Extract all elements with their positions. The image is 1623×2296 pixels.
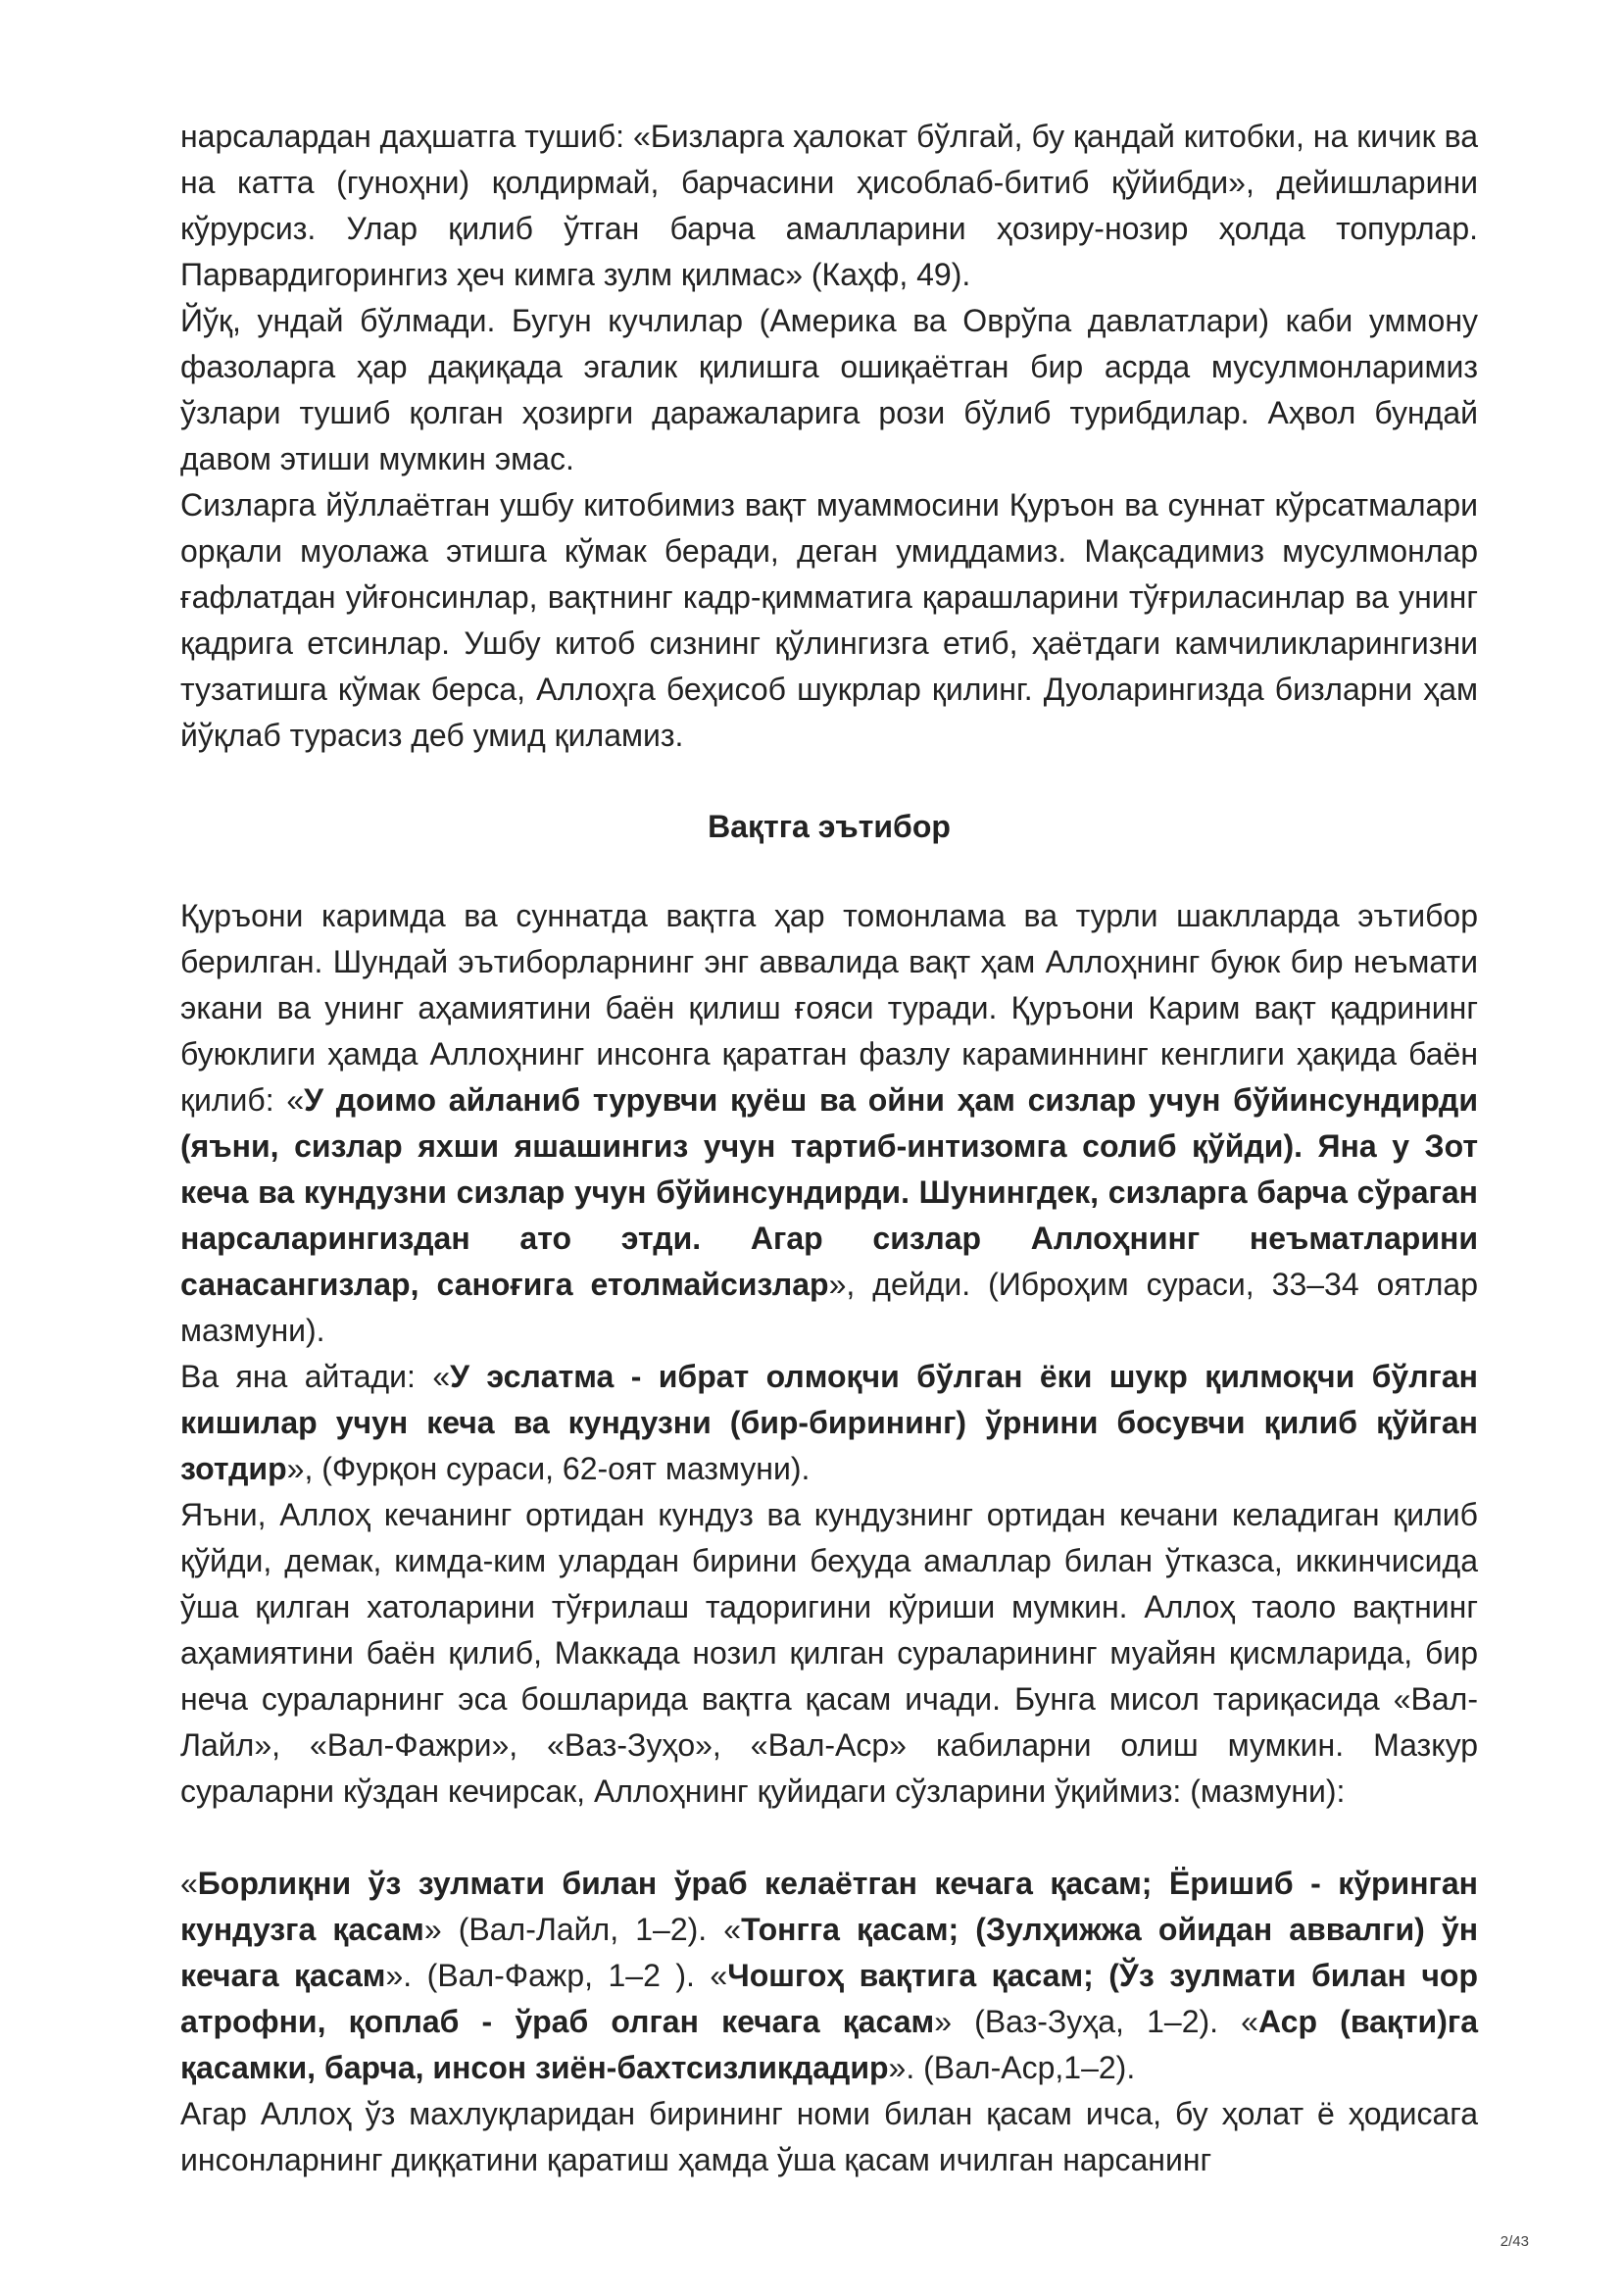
section-heading: Вақтга эътибор	[708, 809, 951, 844]
body-text: ». (Вал-Фажр, 1–2 ). «	[385, 1958, 728, 1993]
body-text: Йўқ, ундай бўлмади. Бугун кучлилар (Америка ва Оврўпа давлатлари) каби уммону фазоларга ҳар дақиқада эгалик қилишга ошиқаётган бир асрда мусулмонларимиз ўзлари тушиб қолган ҳозирги даражаларига рози бўлиб турибдилар. Аҳвол бундай давом этиши мумкин эмас.	[180, 303, 1478, 476]
paragraph-1	[180, 114, 1478, 298]
quote-text: Тонгга қасам; (Зулҳижжа ойидан аввалги) ўн кечага қасам	[180, 1912, 1479, 1993]
paragraph-7	[180, 1861, 1478, 2091]
paragraph-8	[180, 2091, 1478, 2183]
paragraph-6	[180, 1492, 1478, 1815]
quote-text: У эслатма - ибрат олмоқчи бўлган ёки шукр қилмоқчи бўлган кишилар учун кеча ва кундузни (бир-бирининг) ўрнини босувчи қилиб қўйган зотдир	[180, 1359, 1479, 1486]
body-text: Ва яна айтади: «	[180, 1359, 451, 1394]
quote-text: У доимо айланиб турувчи қуёш ва ойни ҳам сизлар учун бўйинсундирди (яъни, сизлар яхши яшашингиз учун тартиб-интизомга солиб қўйди). Яна у Зот кеча ва кундузни сизлар учун бўйинсундирди. Шунингдек, сизларга барча сўраган нарсаларингиздан ато этди. Агар сизлар Аллоҳнинг неъматларини санасангизлар, саноғига етолмайсизлар	[180, 1082, 1479, 1302]
document-page	[180, 114, 1478, 2183]
paragraph-2	[180, 298, 1478, 482]
body-text: Агар Аллоҳ ўз махлуқларидан бирининг номи билан қасам ичса, бу ҳолат ё ҳодисага инсонларнинг диққатини қаратиш ҳамда ўша қасам ичилган нарсанинг	[180, 2096, 1478, 2177]
body-text: «	[180, 1866, 198, 1901]
quote-text: Борлиқни ўз зулмати билан ўраб келаётган кечага қасам; Ёришиб - кўринган кундузга қасам	[180, 1866, 1478, 1947]
body-text: Яъни, Аллоҳ кечанинг ортидан кундуз ва кундузнинг ортидан кечани келадиган қилиб қўйди, демак, кимда-ким улардан бирини беҳуда амаллар билан ўтказса, иккинчисида ўша қилган хатоларини тўғрилаш тадоригини кўриши мумкин. Аллоҳ таоло вақтнинг аҳамиятини баён қилиб, Маккада нозил қилган сураларининг муайян қисмларида, бир неча сураларнинг эса бошларида вақтга қасам ичади. Бунга мисол тариқасида «Вал-Лайл», «Вал-Фажри», «Ваз-Зуҳо», «Вал-Аср» кабиларни олиш мумкин. Мазкур сураларни кўздан кечирсак, Аллоҳнинг қуйидаги сўзларини ўқиймиз: (мазмуни):	[180, 1497, 1478, 1809]
quote-text: Аср (вақти)га қасамки, барча, инсон зиён-бахтсизликдадир	[180, 2004, 1479, 2085]
paragraph-4	[180, 893, 1478, 1354]
body-text: Сизларга йўллаётган ушбу китобимиз вақт муаммосини Қуръон ва суннат кўрсатмалари орқали муолажа этишга кўмак беради, деган умиддамиз. Мақсадимиз мусулмонлар ғафлатдан уйғонсинлар, вақтнинг кадр-қимматига қарашларини тўғриласинлар ва унинг қадрига етсинлар. Ушбу китоб сизнинг қўлингизга етиб, ҳаётдаги камчиликларингизни тузатишга кўмак берса, Аллоҳга беҳисоб шукрлар қилинг. Дуоларингизда бизларни ҳам йўқлаб турасиз деб умид қиламиз.	[180, 487, 1478, 753]
body-text: », дейди. (Иброҳим сураси, 33–34 оятлар мазмуни).	[180, 1267, 1479, 1348]
body-text: », (Фурқон сураси, 62-оят мазмуни).	[286, 1451, 811, 1486]
paragraph-3	[180, 482, 1478, 759]
body-text: Қуръони каримда ва суннатда вақтга ҳар томонлама ва турли шаклларда эътибор берилган. Шундай эътиборларнинг энг аввалида вақт ҳам Аллоҳнинг буюк бир неъмати экани ва унинг аҳамиятини баён қилиш ғояси туради. Қуръони Карим вақт қадрининг буюклиги ҳамда Аллоҳнинг инсонга қаратган фазлу караминнинг кенглиги ҳақида баён қилиб: «	[180, 898, 1478, 1118]
body-text: ». (Вал-Аср,1–2).	[888, 2050, 1136, 2085]
body-text: нарсалардан даҳшатга тушиб: «Бизларга ҳалокат бўлгай, бу қандай китобки, на кичик ва на катта (гуноҳни) қолдирмай, барчасини ҳисоблаб-битиб қўйибди», дейишларини кўрурсиз. Улар қилиб ўтган барча амалларини ҳозиру-нозир ҳолда топурлар. Парвардигорингиз ҳеч кимга зулм қилмас» (Каҳф, 49).	[180, 119, 1478, 292]
paragraph-5	[180, 1354, 1478, 1492]
body-text: » (Ваз-Зуҳа, 1–2). «	[934, 2004, 1258, 2039]
body-text: » (Вал-Лайл, 1–2). «	[423, 1912, 742, 1947]
quote-text: Чошгоҳ вақтига қасам; (Ўз зулмати билан чор атрофни, қоплаб - ўраб олган кечага қасам	[180, 1958, 1479, 2039]
page-number: 2/43	[1500, 2233, 1529, 2250]
